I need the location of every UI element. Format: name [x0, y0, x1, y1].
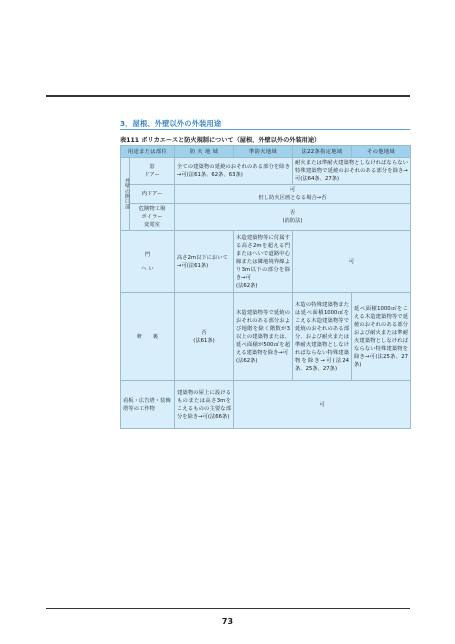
table-caption: 表111 ポリカエースと防火規制について（屋根、外壁以外の外装用途） [120, 137, 321, 144]
section-title: 3．屋根、外壁以外の外装用途 [120, 119, 222, 128]
group-label: 外壁の開口部 [124, 178, 130, 210]
table-row [121, 158, 411, 185]
row-label-hazard: 危険物工場 ボイラー 変電室 [130, 204, 175, 231]
header-law22-zone: 法22条指定地域 [293, 146, 352, 158]
table-header-row [121, 146, 411, 158]
eaves-semi-note: (法62条) [236, 357, 258, 364]
header-other-zone: その他地域 [352, 146, 411, 158]
eaves-fire: 否 [201, 329, 207, 336]
row-label-window: 窓 ドアー [130, 158, 175, 185]
hazard-value-cell [175, 204, 411, 231]
eaves-semi-cell [234, 293, 293, 381]
page-number: 73 [221, 617, 234, 626]
header-usage: 用途または部位 [121, 146, 175, 158]
table-row [121, 204, 411, 231]
row-label-inner-door: 内ドアー [130, 185, 175, 204]
gate-fire: 高さ2m以下において→可(法61条) [175, 231, 234, 293]
row-label-signboard: 看板・広告塔・装飾塔等の工作物 [121, 381, 175, 429]
hazard-note: (消防法) [282, 218, 303, 224]
group-label-cell [121, 158, 130, 231]
signboard-rest: 可 [234, 381, 411, 429]
table-row [121, 381, 411, 429]
hazard-value: 否 [289, 210, 296, 216]
row-label-gate: 門 へ い [121, 231, 175, 293]
table-row [121, 231, 411, 293]
header-fire-zone: 防 火 地 域 [175, 146, 234, 158]
fire-regulation-table [120, 145, 411, 429]
header-rule [46, 95, 410, 97]
eaves-other: 延べ面積1000㎡をこえる木造建築物等で延焼のおそれのある部分および耐火または準耐火建築物としなければならない特殊建築物を除き→可(法25条、27条) [352, 293, 411, 381]
eaves-fire-cell [175, 293, 234, 381]
gate-semi: 木造建築物等に付属する高さ2mを超える門またはへいで道路中心線または隣地境界線より3m以下の部分を除き→可 [236, 234, 290, 281]
gate-rest: 可 [293, 231, 411, 293]
inner-door-note: 但し防火区画となる場合→否 [258, 195, 327, 201]
gate-semi-note: (法62条) [236, 282, 258, 289]
header-semi-fire-zone: 準防火地域 [234, 146, 293, 158]
table-row [121, 293, 411, 381]
row-label-eaves: 軒 裏 [121, 293, 175, 381]
signboard-fire: 建築物の屋上に設けるものまたは高さ3mをこえるものの主要な部分を除き→可(法66条) [175, 381, 234, 429]
window-law22-other: 耐火または準耐火建築物としなければならない特殊建築物で延焼のおそれのある部分を除き→可(法64条、27条) [293, 158, 411, 185]
eaves-semi: 木造建築物等で延焼のおそれのある部分および地階を除く階数が3以上の建築物または、延べ面積が500㎡を超える建築物を除き→可 [236, 309, 290, 356]
footer-rule [46, 608, 410, 609]
table-row [121, 185, 411, 204]
inner-door-value-cell [175, 185, 411, 204]
window-fire-semi: 全ての建築物の延焼のおそれのある部分を除き→可(法61条、62条、63条) [175, 158, 293, 185]
gate-semi-cell [234, 231, 293, 293]
inner-door-value: 可 [289, 187, 296, 193]
section-underline [120, 129, 410, 130]
eaves-law22: 木造の特殊建築物または延べ面積1000㎡をこえる木造建築物等で延焼のおそれのある部分、および耐火または準耐火建築物としなければならない特殊建築物を除き→可(法24条、25条、27条) [293, 293, 352, 381]
eaves-fire-note: (法61条) [193, 337, 215, 344]
